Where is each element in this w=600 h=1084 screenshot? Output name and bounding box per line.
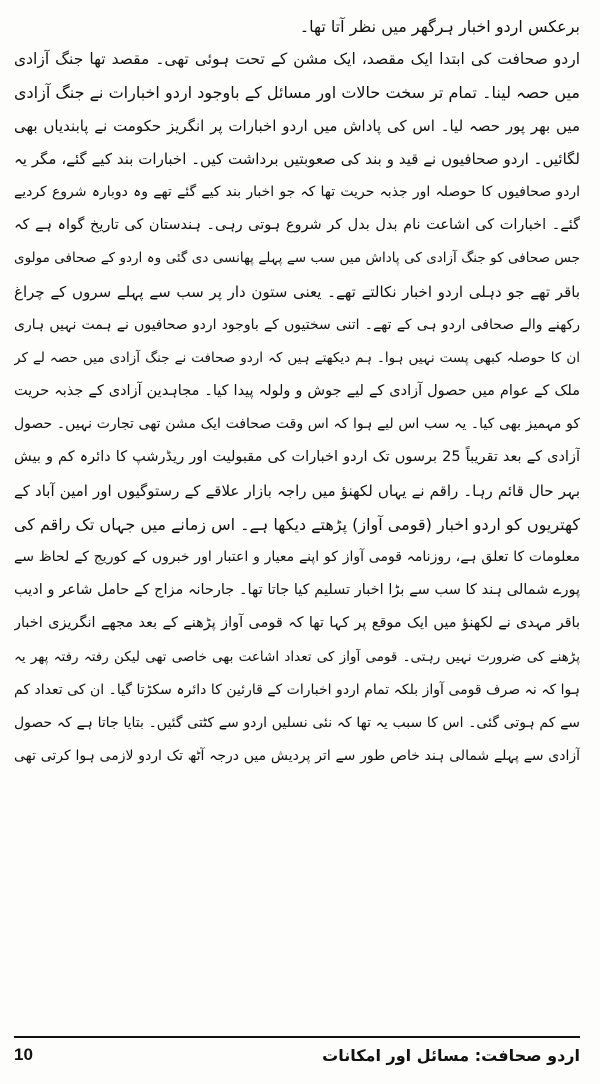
text-line: کھتریوں کو اردو اخبار (قومی آواز) پڑھتے دیکھا ہے۔ اس زمانے میں جہاں تک راقم کی — [14, 514, 580, 534]
text-line: پڑھنے کی ضرورت نہیں رہتی۔ قومی آواز کی تعداد اشاعت بھی خاصی تھی لیکن رفتہ رفتہ پھر یہ — [14, 648, 580, 665]
text-line: سے کم ہوتی گئی۔ اس کا سبب یہ تھا کہ نئی نسلیں اردو سے کٹتی گئیں۔ بتایا جاتا ہے کہ حصول — [14, 714, 580, 731]
text-line: معلومات کا تعلق ہے، روزنامہ قومی آواز کو اپنے معیار و اعتبار اور خبروں کے کوریج کے لحاظ سے — [14, 549, 580, 565]
footer-divider — [14, 1036, 580, 1038]
text-line: اردو صحافیوں کا حوصلہ اور جذبہ حریت تھا کہ جو اخبار بند کیے گئے تھے وہ دوبارہ شروع کردیے — [14, 183, 580, 200]
text-line: بہر حال قائم رہا۔ راقم نے یہاں لکھنؤ میں راجہ بازار علاقے کے رستوگیوں اور امین آباد کے — [14, 481, 580, 500]
text-line: ملک کے عوام میں حصول آزادی کے لیے جوش و ولولہ پیدا کیا۔ مجاہدین آزادی کے جذبہ حریت — [14, 383, 580, 400]
page-footer — [14, 1040, 580, 1070]
text-line: جس صحافی کو جنگ آزادی کی پاداش میں سب سے پہلے پھانسی دی گئی وہ اردو کے صحافی مولوی — [14, 250, 580, 267]
text-line: میں حصہ لینا۔ تمام تر سخت حالات اور مسائل کے باوجود اردو اخبارات نے جنگ آزادی — [14, 83, 580, 103]
text-line: باقر مہدی نے لکھنؤ میں ایک موقع پر کہا تھا کہ قومی آواز پڑھنے کے بعد مجھے انگریزی اخبار — [14, 615, 580, 632]
text-line: کو مہمیز بھی کیا۔ یہ سب اس لیے ہوا کہ اس وقت صحافت ایک مشن تھی تجارت نہیں۔ حصول — [14, 416, 580, 433]
text-line: میں بھر پور حصہ لیا۔ اس کی پاداش میں اردو اخبارات پر انگریز حکومت نے پابندیاں بھی — [14, 116, 580, 135]
text-line: لگائیں۔ اردو صحافیوں نے قید و بند کی صعوبتیں برداشت کیں۔ اخبارات بند کیے گئے، مگر یہ — [14, 149, 580, 168]
text-line: ہوا کہ نہ صرف قومی آواز بلکہ تمام اردو اخبارات کے قارئین کا دائرہ سکڑتا گیا۔ ان کی تعداد کم — [14, 681, 580, 698]
text-line: آزادی کے بعد تقریباً 25 برسوں تک اردو اخبارات کی مقبولیت اور ریڈرشپ کا دائرہ کم و بیش — [14, 449, 580, 466]
text-line: ان کا حوصلہ کبھی پست نہیں ہوا۔ ہم دیکھتے ہیں کہ اردو صحافت نے جنگ آزادی میں حصہ لے کر — [14, 349, 580, 366]
text-line: برعکس اردو اخبار ہرگھر میں نظر آتا تھا۔ — [299, 17, 580, 36]
text-line: اردو صحافت کی ابتدا ایک مقصد، ایک مشن کے تحت ہوئی تھی۔ مقصد تھا جنگ آزادی — [14, 50, 580, 69]
text-line: باقر تھے جو دہلی اردو اخبار نکالتے تھے۔ یعنی ستون دار پر سب سے پہلے سروں کے چراغ — [14, 282, 580, 301]
text-line: گئے۔ اخبارات کی اشاعت نام بدل بدل کر شروع ہوتی رہی۔ ہندستان کی تاریخ گواہ ہے کہ — [14, 217, 580, 234]
page-number: 10 — [14, 1045, 33, 1064]
article-body — [14, 10, 580, 1024]
text-line: رکھنے والے صحافی اردو ہی کے تھے۔ اتنی سختیوں کے باوجود اردو صحافیوں نے ہمت نہیں ہاری — [14, 316, 580, 333]
text-line: آزادی سے پہلے شمالی ہند خاص طور سے اتر پردیش میں درجہ آٹھ تک اردو لازمی ہوا کرتی تھی — [14, 748, 580, 765]
running-title: اردو صحافت: مسائل اور امکانات — [322, 1045, 580, 1065]
text-line: پورے شمالی ہند کا سب سے بڑا اخبار تسلیم کیا جاتا تھا۔ جارحانہ مزاج کے حامل شاعر و ادیب — [14, 582, 580, 599]
